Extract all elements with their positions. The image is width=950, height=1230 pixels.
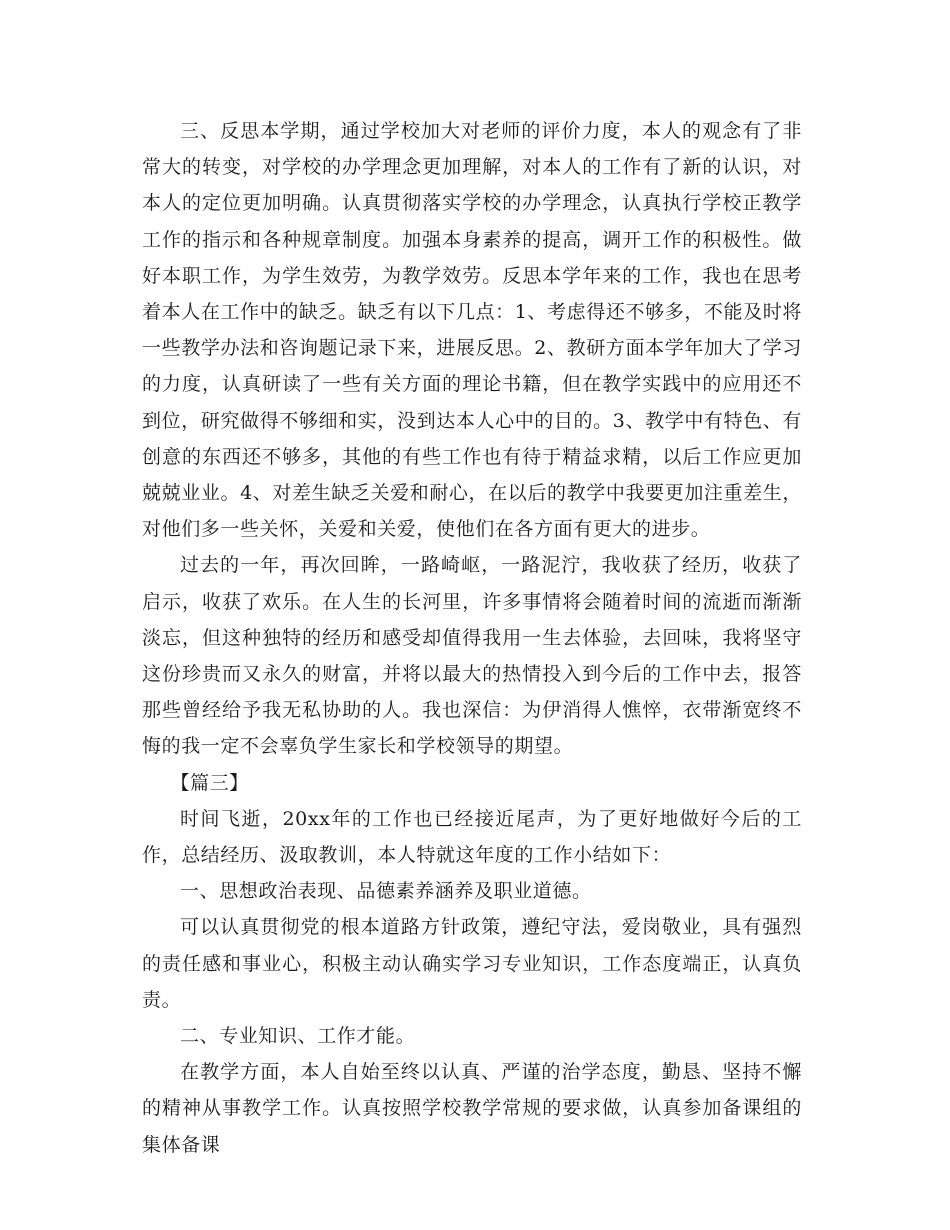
paragraph-teaching: 在教学方面，本人自始至终以认真、严谨的治学态度，勤恳、坚持不懈的精神从事教学工作。认真按照学校教学常规的要求做，认真参加备课组的集体备课 xyxy=(142,1061,802,1156)
subheading-professional-skills: 二、专业知识、工作才能。 xyxy=(180,1025,416,1048)
paragraph-ideology-ethics: 可以认真贯彻党的根本道路方针政策，遵纪守法，爱岗敬业，具有强烈的责任感和事业心，积极主动认确实学习专业知识，工作态度端正，认真负责。 xyxy=(142,916,802,1011)
subheading-ideology-ethics: 一、思想政治表现、品德素养涵养及职业道德。 xyxy=(180,880,592,903)
document-page xyxy=(142,113,802,1163)
paragraph-reflection: 三、反思本学期，通过学校加大对老师的评价力度，本人的观念有了非常大的转变，对学校的办学理念更加理解，对本人的工作有了新的认识，对本人的定位更加明确。认真贯彻落实学校的办学理念，认真执行学校正教学工作的指示和各种规章制度。加强本身素养的提高，调开工作的积极性。做好本职工作，为学生效劳，为教学效劳。反思本学年来的工作，我也在思考着本人在工作中的缺乏。缺乏有以下几点：1、考虑得还不够多，不能及时将一些教学办法和咨询题记录下来，进展反思。2、教研方面本学年加大了学习的力度，认真研读了一些有关方面的理论书籍，但在教学实践中的应用还不到位，研究做得不够细和实，没到达本人心中的目的。3、教学中有特色、有创意的东西还不够多，其他的有些工作也有待于精益求精，以后工作应更加兢兢业业。4、对差生缺乏关爱和耐心，在以后的教学中我要更加注重差生，对他们多一些关怀，关爱和关爱，使他们在各方面有更大的进步。 xyxy=(142,120,802,541)
section-heading-part-three: 【篇三】 xyxy=(170,771,249,794)
paragraph-intro: 时间飞逝，20xx年的工作也已经接近尾声，为了更好地做好今后的工作，总结经历、汲取教训，本人特就这年度的工作小结如下： xyxy=(142,807,802,867)
paragraph-looking-back: 过去的一年，再次回眸，一路崎岖，一路泥泞，我收获了经历，收获了启示，收获了欢乐。在人生的长河里，许多事情将会随着时间的流逝而渐渐淡忘，但这种独特的经历和感受却值得我用一生去体验，去回味，我将坚守这份珍贵而又永久的财富，并将以最大的热情投入到今后的工作中去，报答那些曾经给予我无私协助的人。我也深信：为伊消得人憔悴，衣带渐宽终不悔的我一定不会辜负学生家长和学校领导的期望。 xyxy=(142,554,802,758)
